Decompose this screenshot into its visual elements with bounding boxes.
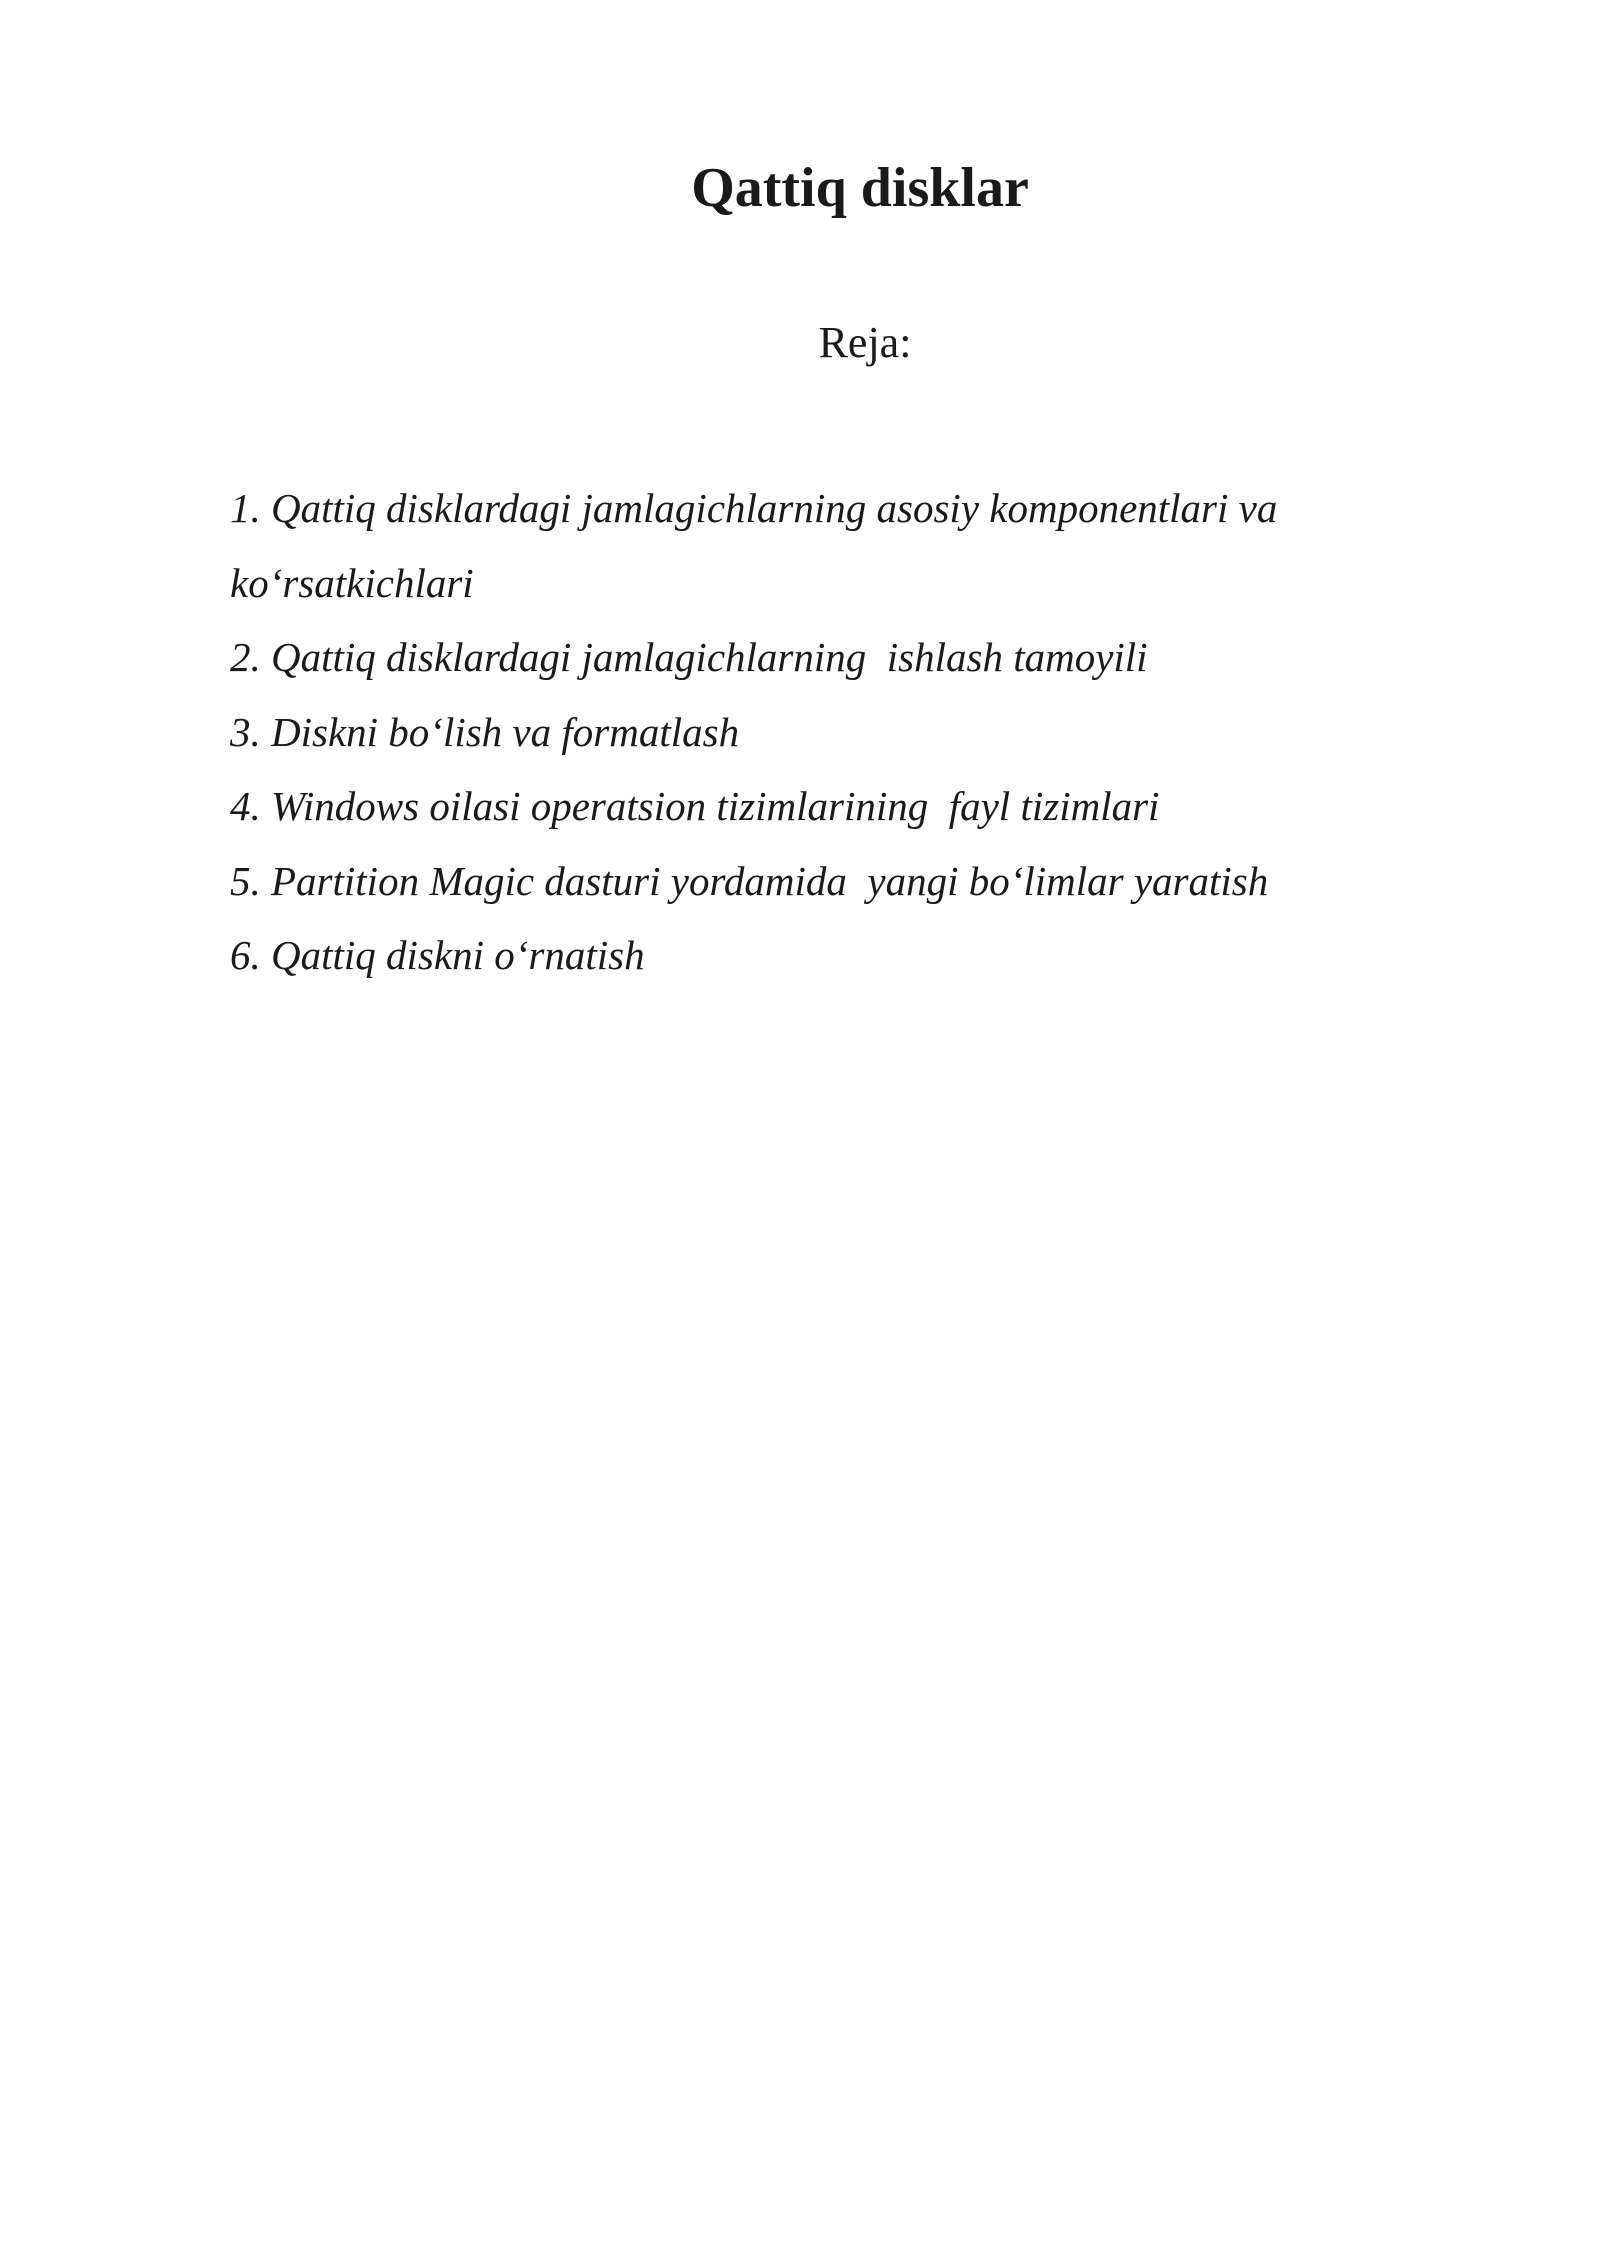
plan-heading: Reja: [818,318,912,367]
page-title: Qattiq disklar [691,157,1029,219]
list-item: 3. Diskni bo‘lish va formatlash [230,708,740,755]
list-item: 4. Windows oilasi operatsion tizimlarining fayl tizimlari [230,783,1160,829]
plan-list [230,471,1380,993]
list-item: 2. Qattiq disklardagi jamlagichlarning ishlash tamoyili [230,634,1148,680]
list-item: 6. Qattiq diskni o‘rnatish [230,932,645,978]
list-item: 1. Qattiq disklardagi jamlagichlarning asosiy komponentlari va ko‘rsatkichlari [230,485,1288,606]
list-item: 5. Partition Magic dasturi yordamida yangi bo‘limlar yaratish [230,857,1269,904]
